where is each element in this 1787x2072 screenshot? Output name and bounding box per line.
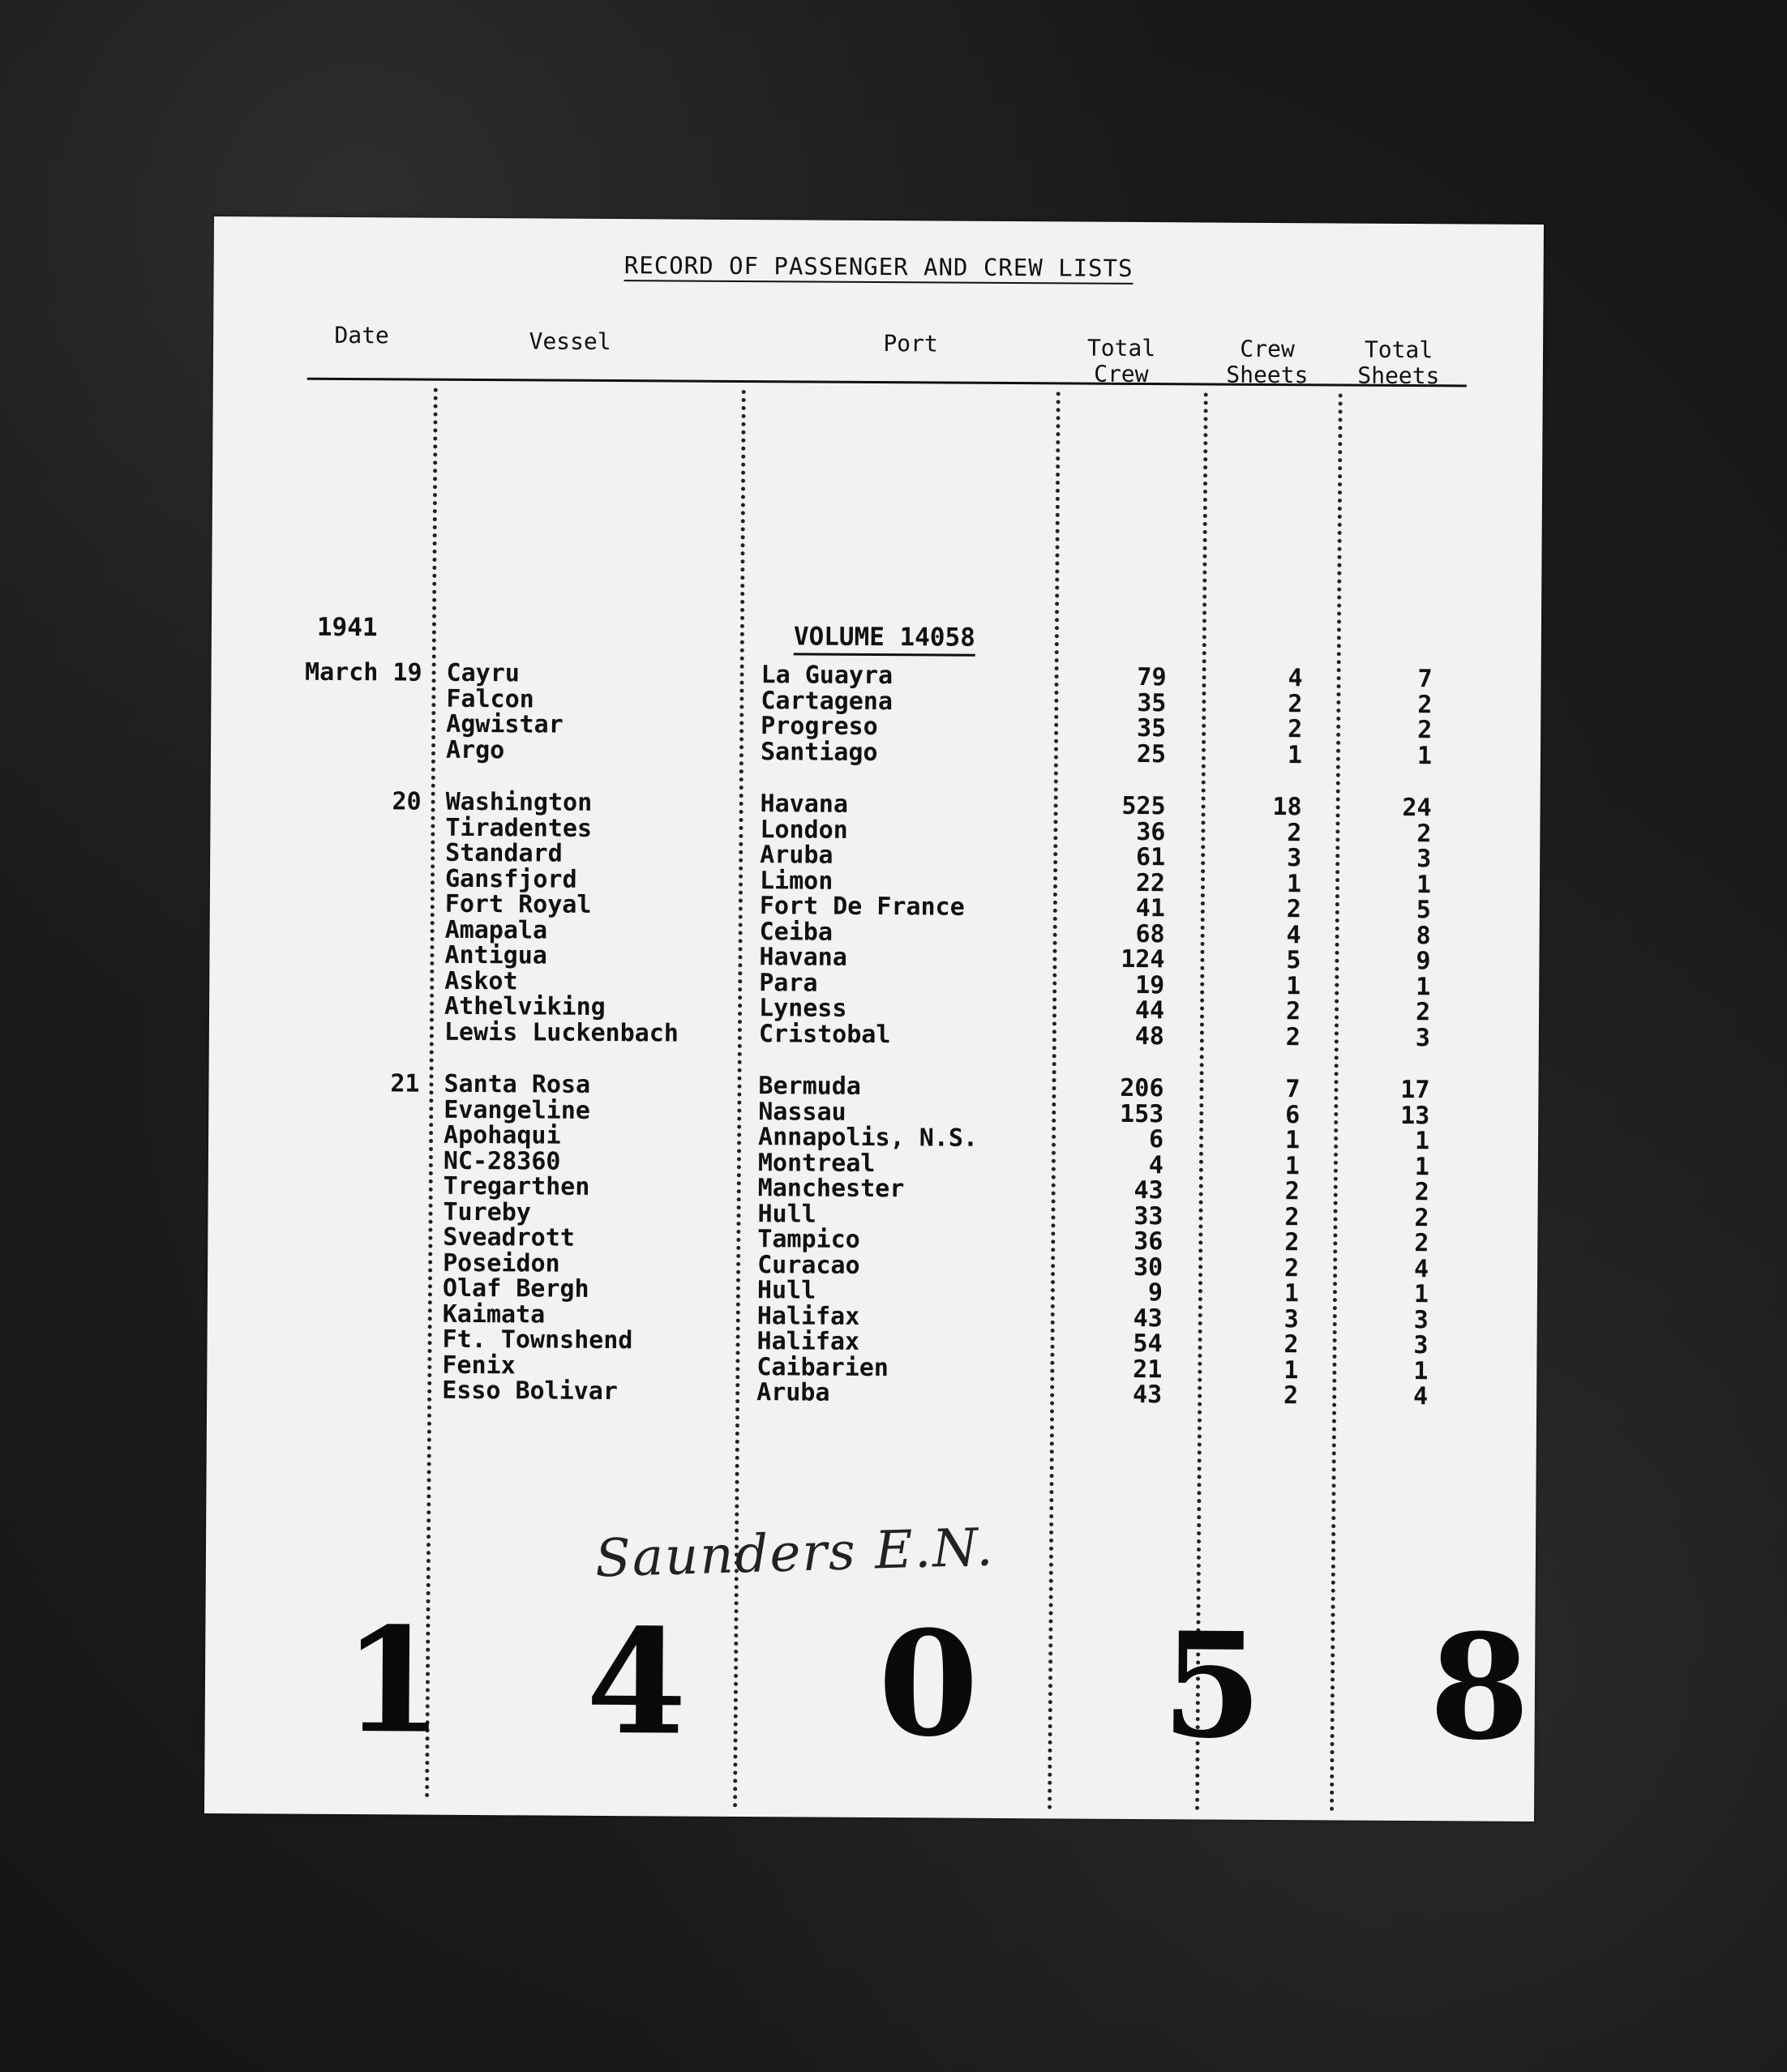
table-row: Kaimata Halifax 43 3 3 (442, 1299, 1429, 1334)
stamp-digit: 1 (342, 1595, 444, 1766)
table-row: Standard Aruba 61 3 3 (445, 838, 1432, 874)
table-row: Esso Bolivar Aruba 43 2 4 (442, 1376, 1429, 1411)
table-row: Athelviking Lyness 44 2 2 (444, 991, 1431, 1027)
column-header-date: Date (334, 321, 389, 349)
column-header-total-crew: Total Crew (1086, 334, 1156, 388)
table-row: Apohaqui Annapolis, N.S. 6 1 1 (444, 1120, 1430, 1156)
table-row: Olaf Bergh Hull 9 1 1 (442, 1274, 1429, 1309)
table-row: Fort Royal Fort De France 41 2 5 (444, 889, 1431, 925)
table-row: Tregarthen Manchester 43 2 2 (443, 1171, 1429, 1207)
table-row: Ft. Townshend Halifax 54 2 3 (442, 1325, 1429, 1360)
record-year: 1941 (316, 612, 378, 643)
table-row: Antigua Havana 124 5 9 (444, 940, 1431, 976)
handwritten-signature: Saunders E.N. (594, 1518, 996, 1590)
stamp-digit: 0 (877, 1599, 979, 1769)
table-row: Argo Santiago 25 1 1 (445, 735, 1433, 770)
table-row: Askot Para 19 1 1 (444, 966, 1431, 1001)
table-row: Falcon Cartagena 35 2 2 (446, 684, 1433, 719)
volume-heading: VOLUME 14058 (794, 622, 975, 656)
table-row: 21 Santa Rosa Bermuda 206 7 17 (390, 1069, 1430, 1105)
column-header-port: Port (883, 330, 938, 357)
table-row: Fenix Caibarien 21 1 1 (442, 1351, 1429, 1385)
stamp-digit: 8 (1429, 1602, 1531, 1772)
record-table (207, 659, 1541, 1411)
column-header-vessel: Vessel (529, 327, 611, 356)
table-row: Amapala Ceiba 68 4 8 (444, 915, 1431, 950)
table-row: Sveadrott Tampico 36 2 2 (443, 1222, 1429, 1258)
table-row: March 19 Cayru La Guayra 79 4 7 (304, 657, 1433, 694)
table-row: 20 Washington Havana 525 18 24 (392, 787, 1432, 823)
document-page (204, 216, 1544, 1822)
column-header-crew-sheets: Crew Sheets (1226, 335, 1309, 389)
table-row: NC-28360 Montreal 4 1 1 (443, 1146, 1430, 1181)
table-row: Lewis Luckenbach Cristobal 48 2 3 (444, 1017, 1430, 1052)
table-row: Tureby Hull 33 2 2 (443, 1197, 1429, 1232)
table-row: Poseidon Curacao 30 2 4 (443, 1248, 1429, 1283)
stamp-digit: 5 (1161, 1600, 1263, 1770)
column-header-total-sheets: Total Sheets (1357, 336, 1440, 390)
table-row: Tiradentes London 36 2 2 (445, 813, 1432, 848)
table-row: Agwistar Progreso 35 2 2 (446, 709, 1433, 745)
document-title: RECORD OF PASSENGER AND CREW LISTS (214, 249, 1544, 285)
stamp-digit: 4 (585, 1596, 688, 1767)
table-row: Evangeline Nassau 153 6 13 (444, 1095, 1430, 1130)
table-row: Gansfjord Limon 22 1 1 (444, 864, 1432, 899)
